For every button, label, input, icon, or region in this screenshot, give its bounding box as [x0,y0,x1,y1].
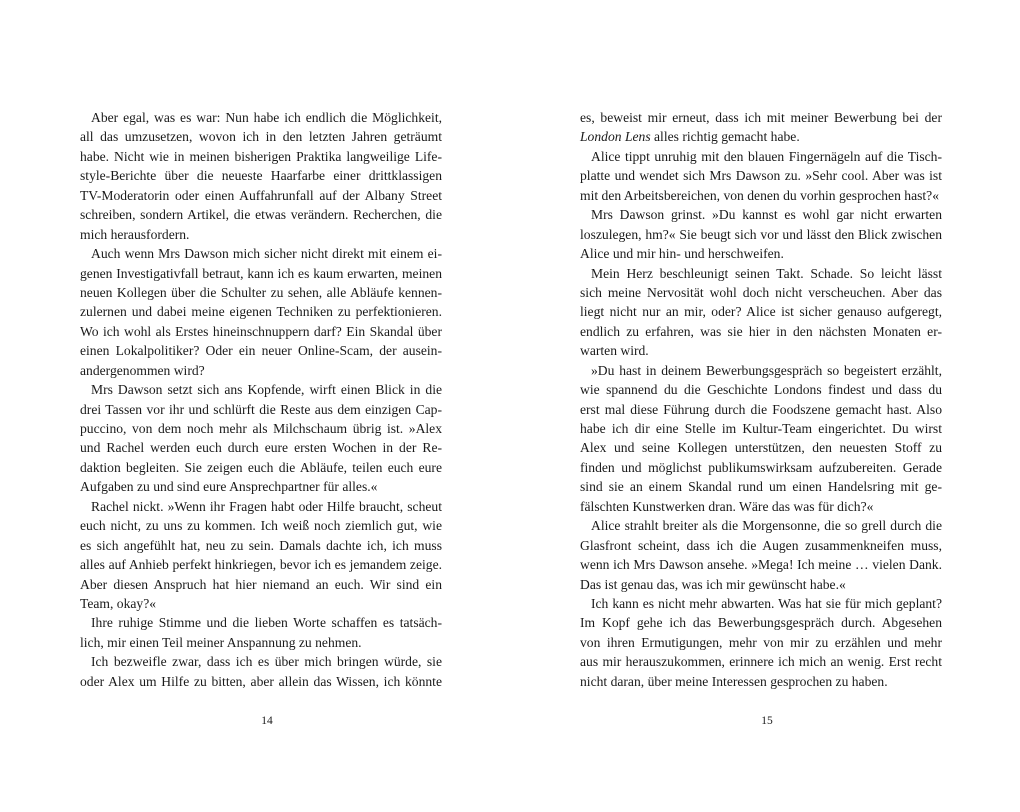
text-line: Auch wenn Mrs Dawson mich sicher nicht direkt mit einem ei- [91,246,442,262]
text-line: Mein Herz beschleunigt seinen Takt. Schade. So leicht lässt [591,265,942,281]
text-line: puccino, von dem noch mehr als Milchschaum übrig ist. »Alex [80,421,442,436]
text-line: Ich bezweifle zwar, dass ich es über mich bringen würde, sie [91,654,442,670]
text-line: schreiben, sondern Artikel, die etwas verändern. Recherchen, die [80,207,442,223]
text-line: London Lens alles richtig gemacht habe. [580,129,800,145]
text-line: mich herausfordern. [80,226,190,242]
text-line: zulernen und dabei meine eigenen Techniken zu perfektionieren. [80,304,442,320]
text-line: Ich kann es nicht mehr abwarten. Was hat sie für mich geplant? [591,595,942,611]
text-line: TV-Moderatorin oder einen Auffahrunfall auf der Albany Street [80,187,442,203]
text-line: liegt nicht nur an mir, oder? Alice ist sicher genauso aufgeregt, [580,304,942,320]
right-page-text [580,108,942,691]
text-line: andergenommen wird? [80,362,205,378]
text-line: erst mal diese Führung durch die Foodszene gemacht hast. Also [580,401,942,417]
text-line: Aufgaben zu und sind eure Ansprechpartner für alles.« [80,479,378,495]
text-line: warten wird. [580,343,649,359]
text-line: neuen Kollegen über die Schulter zu sehen, alle Abläufe kennen- [80,284,442,300]
text-line: oder Alex um Hilfe zu bitten, aber allein das Wissen, ich könnte [80,673,442,689]
text-line: und Rachel werden euch durch eure ersten Wochen in der Re- [80,440,442,456]
text-line: loszulegen, hm?« Sie beugt sich vor und lässt den Blick zwischen [580,226,942,242]
text-line: endlich zu erfahren, was sie hier in den nächsten Monaten er- [580,323,942,339]
text-line: habe. Nicht wie in meinen bisherigen Praktika langweilige Life- [80,148,442,164]
text-line: Glasfront scheint, dass ich die Augen zusammenkneifen muss, [580,537,942,553]
text-line: all das umzusetzen, wovon ich in den letzten Jahren geträumt [80,129,442,145]
text-line: Wo ich wohl als Erstes hineinschnuppern darf? Ein Skandal über [80,323,442,339]
text-line: Mrs Dawson setzt sich ans Kopfende, wirft einen Blick in die [91,382,442,398]
text-line: mit den Arbeitsbereichen, von denen du vorhin gesprochen hast?« [580,187,939,203]
text-line: fälschten Kunstwerken dran. Wäre das was für dich?« [580,498,874,514]
text-line: »Du hast in deinem Bewerbungsgespräch so begeistert erzählt, [591,362,942,378]
text-line: habe ich dir eine Stelle im Kultur-Team eingerichtet. Du wirst [580,421,942,436]
text-line: es sich angefühlt hat, neu zu sein. Damals dachte ich, ich muss [80,537,442,553]
text-line: wie spannend du die Geschichte Londons findest und dass du [580,382,942,398]
text-line: wenn ich Mrs Dawson ansehe. »Mega! Ich meine … vielen Dank. [580,557,942,573]
page-number-right: 15 [761,715,773,727]
italic-title: London Lens [580,129,651,145]
text-line: einen Lokalpolitiker? Oder ein neuer Online-Scam, der ausein- [80,343,442,359]
text-line: sich meine Nervosität wohl doch nicht verscheuchen. Aber das [580,284,942,300]
text-line: style-Berichte über die neueste Haarfarbe einer drittklassigen [80,168,442,184]
text-line: Im Kopf gehe ich das Bewerbungsgespräch durch. Abgesehen [580,615,942,631]
page-number-left: 14 [261,715,273,727]
left-page-text [80,108,442,691]
text-line: Alice strahlt breiter als die Morgensonne, die so grell durch die [591,518,942,534]
text-line: Aber diesen Anspruch hat hier niemand an euch. Wir sind ein [80,576,442,592]
text-line: nicht daran, über meine Interessen gesprochen zu haben. [580,673,888,689]
text-line: Alice und mir hin- und herschweifen. [580,246,784,262]
text-line: genen Investigativfall betraut, kann ich es kaum erwarten, meinen [80,265,442,281]
text-line: finden und möglichst publikumswirksam aufzubereiten. Gerade [580,459,942,475]
text-line: Alice tippt unruhig mit den blauen Fingernägeln auf die Tisch- [591,148,942,164]
text-line: Ihre ruhige Stimme und die lieben Worte schaffen es tatsäch- [91,615,442,631]
text-line: drei Tassen vor ihr und schlürft die Reste aus dem einzigen Cap- [80,401,442,417]
text-line: platte und wendet sich Mrs Dawson zu. »Sehr cool. Aber was ist [580,168,942,184]
text-line: sind sie an einem Skandal rund um einen Handelsring mit ge- [580,479,942,495]
text-line: Team, okay?« [80,595,157,611]
text-line: von ihren Ermutigungen, mehr von mir zu erzählen und mehr [580,634,942,650]
text-line: Rachel nickt. »Wenn ihr Fragen habt oder Hilfe braucht, scheut [91,498,442,514]
text-line: aus mir herauszukommen, erinnere ich mich an wenig. Erst recht [580,654,942,670]
text-line: lich, mir einen Teil meiner Anspannung zu nehmen. [80,634,362,650]
text-line: Aber egal, was es war: Nun habe ich endlich die Möglichkeit, [91,110,442,125]
text-line: es, beweist mir erneut, dass ich mit meiner Bewerbung bei der [580,110,942,125]
text-line: Alex und seine Kollegen unterstützen, den neuesten Stoff zu [580,440,942,456]
text-line: Das ist genau das, was ich mir gewünscht habe.« [580,576,846,592]
text-line: alles auf Anhieb perfekt hinkriegen, bevor ich es jemandem zeige. [80,557,442,573]
text-line: euch nicht, zu uns zu kommen. Ich weiß noch ziemlich gut, wie [80,518,442,534]
text-line: Mrs Dawson grinst. »Du kannst es wohl gar nicht erwarten [591,207,942,223]
text-line: daktion begleiten. Sie zeigen euch die Abläufe, teilen euch eure [80,459,442,475]
